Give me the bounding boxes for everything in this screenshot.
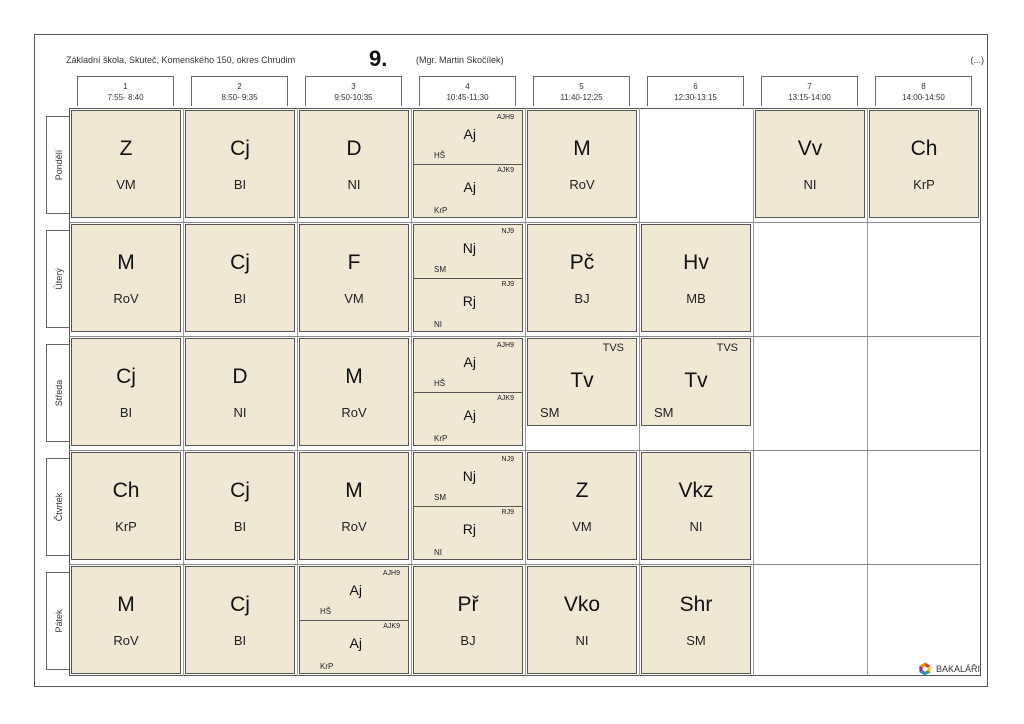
day-label-tuesday: Úterý [46, 230, 70, 328]
day-label-thursday: Čtvrtek [46, 458, 70, 556]
lesson-cell[interactable]: Cj BI [185, 452, 295, 560]
day-label-monday: Pondělí [46, 116, 70, 214]
timetable-header [66, 46, 984, 71]
bakalari-hexagon-icon [918, 662, 932, 676]
period-header-1: 1 7:55- 8:40 [77, 76, 174, 106]
class-name: 9. [369, 46, 388, 71]
lesson-cell[interactable]: TVS Tv SM [641, 338, 751, 426]
lesson-cell[interactable]: M RoV [299, 338, 409, 446]
lesson-cell[interactable]: Vv NI [755, 110, 865, 218]
lesson-cell[interactable]: Cj BI [185, 224, 295, 332]
lesson-cell[interactable]: M RoV [299, 452, 409, 560]
lesson-cell[interactable]: Př BJ [413, 566, 523, 674]
class-teacher: (Mgr. Martin Skočílek) [416, 55, 504, 65]
lesson-cell[interactable]: Cj BI [71, 338, 181, 446]
lesson-cell[interactable]: Hv MB [641, 224, 751, 332]
split-lesson-cell[interactable]: NJ9 Nj SM RJ9 Rj NI [413, 224, 523, 332]
lesson-cell[interactable]: D NI [185, 338, 295, 446]
bakalari-logo [918, 662, 980, 676]
split-lesson-cell[interactable]: AJH9 Aj HŠ AJK9 Aj KrP [413, 110, 523, 218]
school-name: Základní škola, Skuteč, Komenského 150, okres Chrudim [66, 55, 296, 65]
lesson-cell[interactable]: M RoV [71, 224, 181, 332]
lesson-cell[interactable]: Ch KrP [869, 110, 979, 218]
lesson-cell[interactable]: M RoV [71, 566, 181, 674]
lesson-cell[interactable]: TVS Tv SM [527, 338, 637, 426]
lesson-cell[interactable]: Cj BI [185, 566, 295, 674]
day-label-wednesday: Středa [46, 344, 70, 442]
period-header-3: 3 9:50-10:35 [305, 76, 402, 106]
period-header-6: 6 12:30-13:15 [647, 76, 744, 106]
lesson-cell[interactable]: Z VM [527, 452, 637, 560]
logo-text: BAKALÁŘI [935, 664, 980, 674]
lesson-cell[interactable]: Vkz NI [641, 452, 751, 560]
period-header-8: 8 14:00-14:50 [875, 76, 972, 106]
lesson-cell[interactable]: Pč BJ [527, 224, 637, 332]
lesson-cell[interactable]: Z VM [71, 110, 181, 218]
lesson-cell[interactable]: Cj BI [185, 110, 295, 218]
day-label-friday: Pátek [46, 572, 70, 670]
lesson-cell[interactable]: Ch KrP [71, 452, 181, 560]
lesson-cell[interactable]: Shr SM [641, 566, 751, 674]
split-lesson-cell[interactable]: AJH9 Aj HŠ AJK9 Aj KrP [413, 338, 523, 446]
lesson-cell[interactable]: M RoV [527, 110, 637, 218]
split-lesson-cell[interactable]: NJ9 Nj SM RJ9 Rj NI [413, 452, 523, 560]
lesson-cell[interactable]: D NI [299, 110, 409, 218]
split-lesson-cell[interactable]: AJH9 Aj HŠ AJK9 Aj KrP [299, 566, 409, 674]
lesson-cell[interactable]: F VM [299, 224, 409, 332]
period-header-7: 7 13:15-14:00 [761, 76, 858, 106]
period-header-5: 5 11:40-12:25 [533, 76, 630, 106]
more-indicator: (...) [970, 55, 984, 65]
period-header-2: 2 8:50- 9:35 [191, 76, 288, 106]
lesson-cell[interactable]: Vko NI [527, 566, 637, 674]
period-header-4: 4 10:45-11:30 [419, 76, 516, 106]
